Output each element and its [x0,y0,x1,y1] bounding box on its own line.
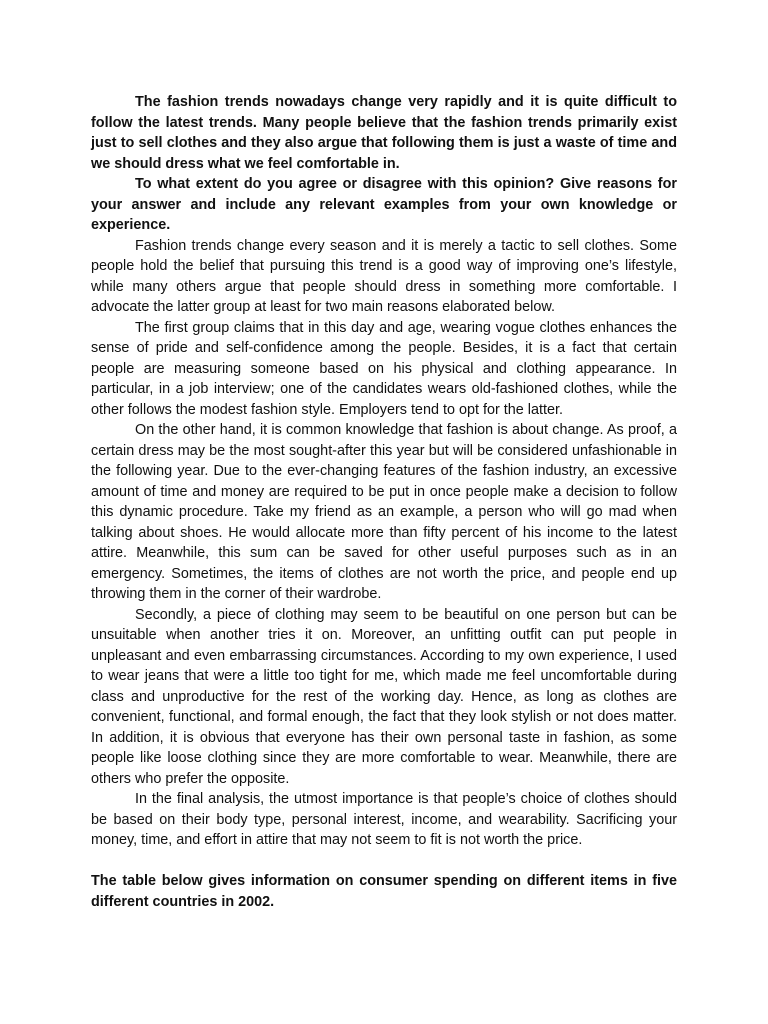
essay-body-paragraph-2: On the other hand, it is common knowledge that fashion is about change. As proof, a certain dress may be the most sought-after this year but will be considered unfashionable in the following year. Due to the ever-changing features of the fashion industry, an excessive amount of time and money are required to be put in once people make a decision to follow this dynamic procedure. Take my friend as an example, a person who will go mad when talking about shoes. He would allocate more than fifty percent of his income to the latest attire. Meanwhile, this sum can be saved for other useful purposes such as in an emergency. Sometimes, the items of clothes are not worth the price, and people end up throwing them in the corner of their wardrobe. [91,422,677,602]
essay-introduction: Fashion trends change every season and it is merely a tactic to sell clothes. Some people hold the belief that pursuing this trend is a good way of improving one’s lifestyle, while many others argue that people should dress in something more comfortable. I advocate the latter group at least for two main reasons elaborated below. [91,237,677,315]
prompt-statement: The fashion trends nowadays change very rapidly and it is quite difficult to follow the latest trends. Many people believe that the fashion trends primarily exist just to sell clothes and they also argue that following them is just a waste of time and we should dress what we feel comfortable in. [91,94,677,172]
next-task-prompt: The table below gives information on consumer spending on different items in five different countries in 2002. [91,873,677,910]
prompt-question: To what extent do you agree or disagree with this opinion? Give reasons for your answer and include any relevant examples from your own knowledge or experience. [91,176,677,233]
essay-body-paragraph-3: Secondly, a piece of clothing may seem to be beautiful on one person but can be unsuitable when another tries it on. Moreover, an unfitting outfit can put people in unpleasant and even embarrassing circumstances. According to my own experience, I used to wear jeans that were a little too tight for me, which made me feel uncomfortable during class and unproductive for the rest of the working day. Hence, as long as clothes are convenient, functional, and formal enough, the fact that they look stylish or not does matter. In addition, it is obvious that everyone has their own personal taste in fashion, as some people like loose clothing since they are more comfortable to wear. Meanwhile, there are others who prefer the opposite. [91,606,677,787]
essay-conclusion: In the final analysis, the utmost importance is that people’s choice of clothes should be based on their body type, personal interest, income, and wearability. Sacrificing your money, time, and effort in attire that may not seem to fit is not worth the price. [91,791,677,848]
essay-body-paragraph-1: The first group claims that in this day and age, wearing vogue clothes enhances the sense of pride and self-confidence among the people. Besides, it is a fact that certain people are measuring someone based on his physical and clothing appearance. In particular, in a job interview; one of the candidates wears old-fashioned clothes, while the other follows the modest fashion style. Employers tend to opt for the latter. [91,319,677,418]
blank-line [91,851,677,872]
